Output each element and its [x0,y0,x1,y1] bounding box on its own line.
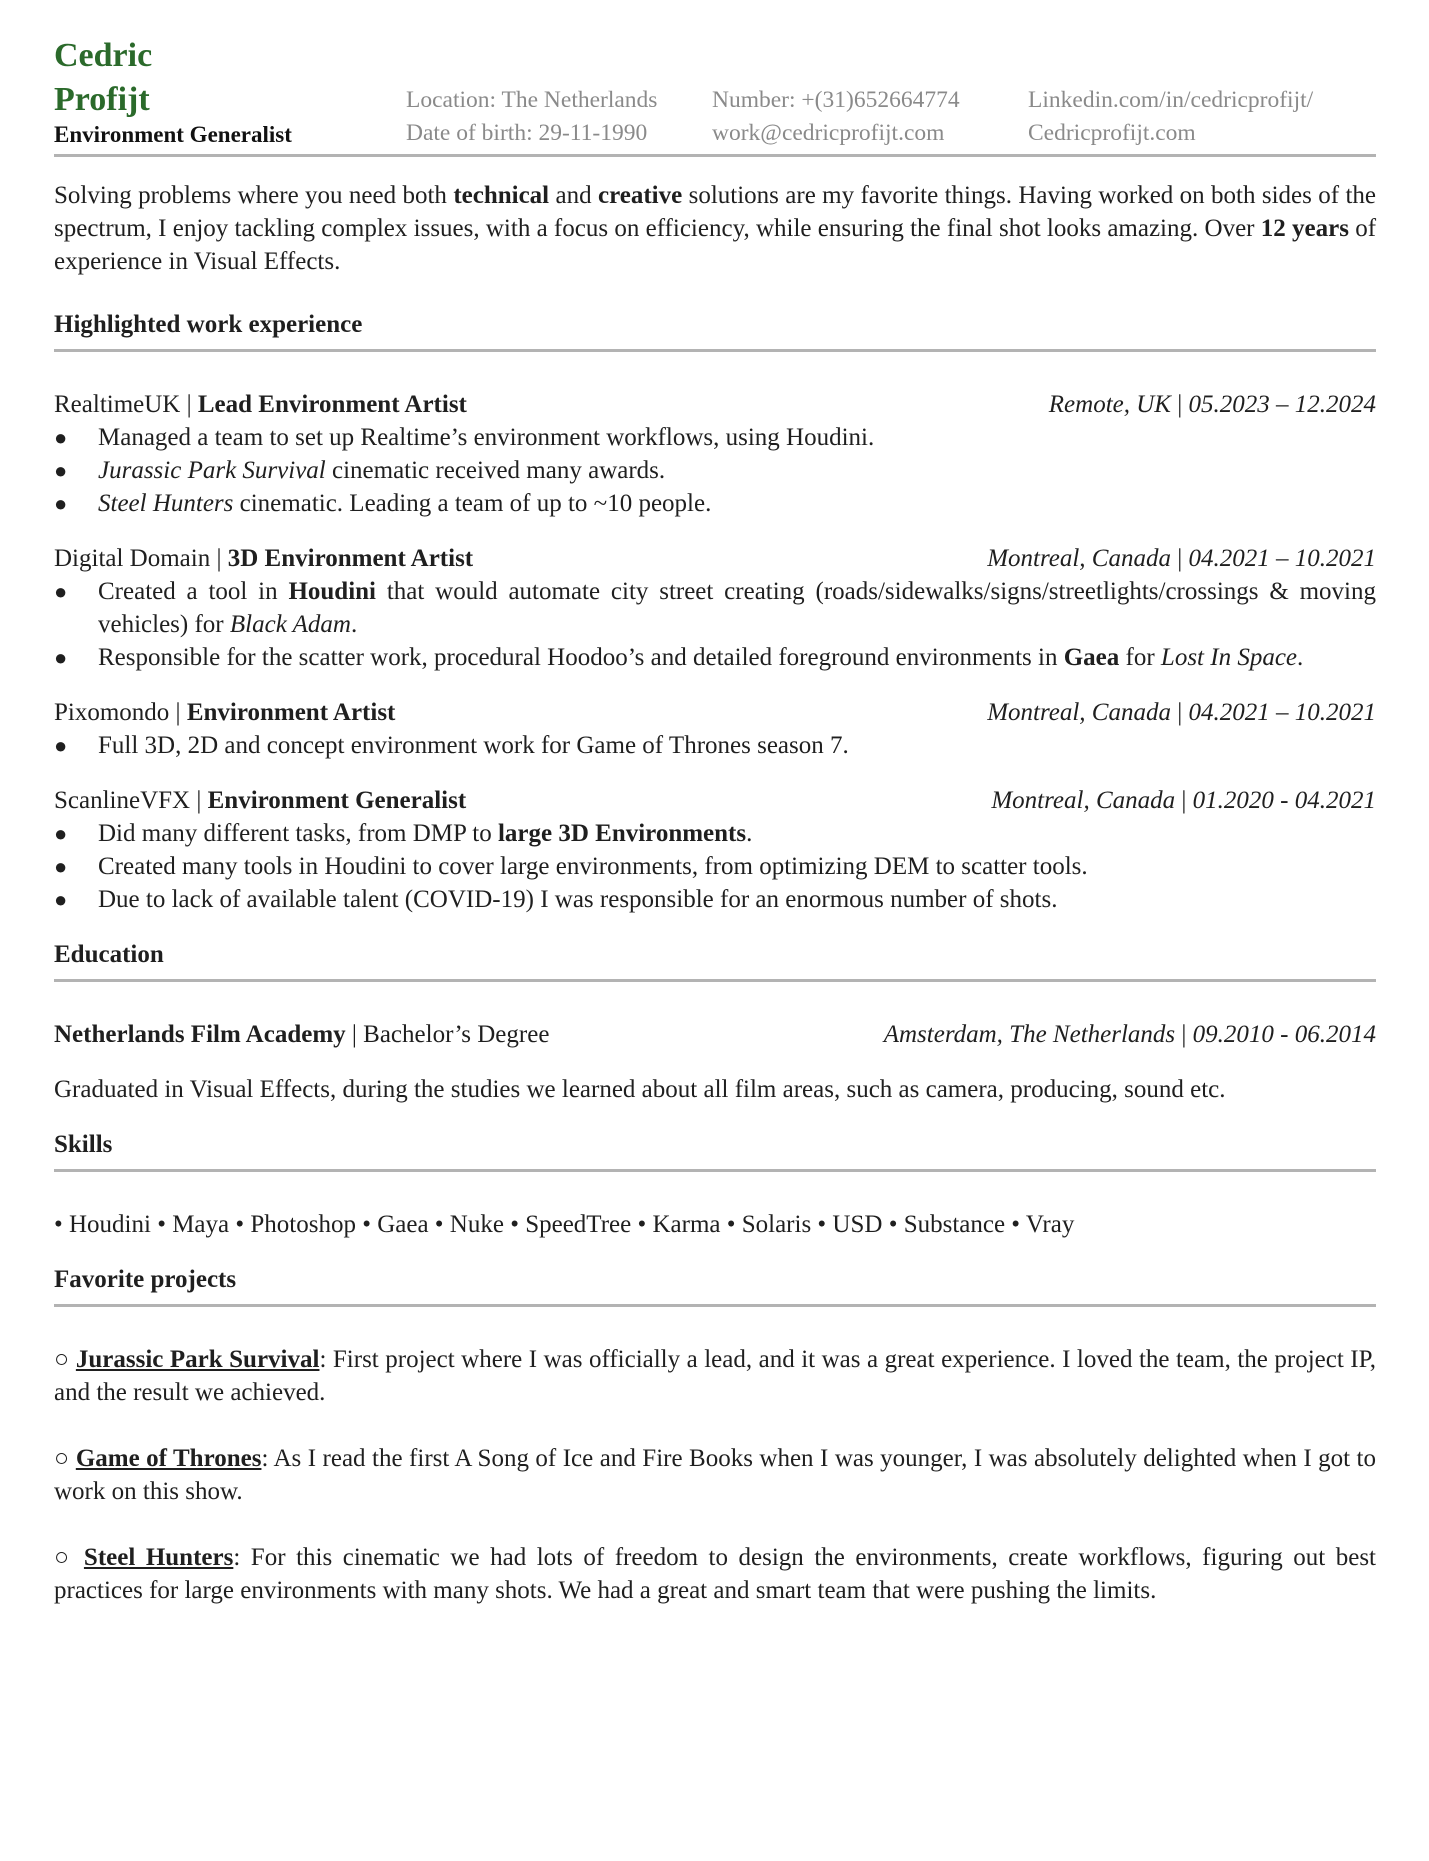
project-name: Jurassic Park Survival [75,1346,320,1373]
projects-heading: Favorite projects [54,1263,1376,1307]
list-item: ● Managed a team to set up Realtime’s environment workflows, using Houdini. [54,421,1376,454]
job-header: RealtimeUK | Lead Environment Artist Remote, UK | 05.2023 – 12.2024 [54,391,1376,418]
job-dates: 04.2021 – 10.2021 [1188,699,1376,726]
email-link[interactable]: work@cedricprofijt.com [712,120,945,146]
job-bullets [54,575,1376,674]
job-dates: 04.2021 – 10.2021 [1188,545,1376,572]
education-dates: 09.2010 - 06.2014 [1192,1021,1376,1048]
job-entry [54,388,1376,520]
list-item: ● Responsible for the scatter work, procedural Hoodoo’s and detailed foreground environments in Gaea for Lost In Space. [54,641,1376,674]
experience-heading: Highlighted work experience [54,308,1376,352]
summary-paragraph: Solving problems where you need both technical and creative solutions are my favorite things. Having worked on both sides of the spectrum, I enjoy tackling complex issues, with a focus on efficiency, while ensuring the final shot looks amazing. Over 12 years of experience in Visual Effects. [54,182,1377,275]
company-name: Pixomondo [54,699,170,726]
skills-list: • Houdini • Maya • Photoshop • Gaea • Nuke • SpeedTree • Karma • Solaris • USD • Substance • Vray [54,1211,1075,1238]
job-bullets [54,817,1376,916]
job-bullets [54,421,1376,520]
candidate-name [54,34,152,122]
education-heading: Education [54,938,1376,982]
education-entry: Netherlands Film Academy | Bachelor’s Degree Amsterdam, The Netherlands | 09.2010 - 06.2014 [54,1021,1376,1048]
job-entry [54,542,1376,674]
list-item: ● Created many tools in Houdini to cover large environments, from optimizing DEM to scatter tools. [54,850,1376,883]
job-role: Environment Artist [186,699,396,726]
job-role: Lead Environment Artist [197,391,467,418]
list-item: ● Steel Hunters cinematic. Leading a team of up to ~10 people. [54,487,1376,520]
list-item: ● Due to lack of available talent (COVID-19) I was responsible for an enormous number of shots. [54,883,1376,916]
contact-column-phone-email [712,84,960,150]
resume-header [54,34,1376,154]
list-item: ● Created a tool in Houdini that would automate city street creating (roads/sidewalks/signs/streetlights/crossings & moving vehicles) for Black Adam. [54,575,1376,641]
job-role: Environment Generalist [207,787,467,814]
list-item: ● Jurassic Park Survival cinematic received many awards. [54,454,1376,487]
degree: Bachelor’s Degree [363,1021,550,1048]
resume-page [54,34,1376,1607]
company-name: ScanlineVFX [54,787,191,814]
job-header: Pixomondo | Environment Artist Montreal, Canada | 04.2021 – 10.2021 [54,699,1376,726]
project-item: ○ Steel Hunters: For this cinematic we had lots of freedom to design the environments, create workflows, figuring out best practices for large environments with many shots. We had a great and smart team that were pushing the limits. [54,1544,1376,1604]
job-location: Montreal, Canada [991,787,1176,814]
location-text: Location: The Netherlands [406,87,658,113]
header-divider [54,154,1376,157]
job-header: ScanlineVFX | Environment Generalist Montreal, Canada | 01.2020 - 04.2021 [54,787,1376,814]
contact-column-web [1028,84,1313,150]
skills-heading: Skills [54,1128,1376,1172]
project-item: ○ Jurassic Park Survival: First project where I was officially a lead, and it was a great experience. I loved the team, the project IP, and the result we achieved. [54,1346,1376,1406]
dob-text: Date of birth: 29-11-1990 [406,120,648,146]
project-item: ○ Game of Thrones: As I read the first A Song of Ice and Fire Books when I was younger, I was absolutely delighted when I got to work on this show. [54,1445,1376,1505]
linkedin-link[interactable]: Linkedin.com/in/cedricprofijt/ [1028,87,1314,113]
company-name: Digital Domain [54,545,211,572]
phone-text: Number: +(31)652664774 [712,87,960,113]
job-bullets [54,729,1376,762]
website-link[interactable]: Cedricprofijt.com [1028,120,1196,146]
job-dates: 05.2023 – 12.2024 [1188,391,1376,418]
school-name: Netherlands Film Academy [54,1021,346,1048]
job-header: Digital Domain | 3D Environment Artist Montreal, Canada | 04.2021 – 10.2021 [54,545,1376,572]
job-location: Montreal, Canada [987,545,1171,572]
company-name: RealtimeUK [54,391,181,418]
list-item: ● Did many different tasks, from DMP to large 3D Environments. [54,817,1376,850]
job-dates: 01.2020 - 04.2021 [1192,787,1376,814]
job-role: 3D Environment Artist [227,545,474,572]
contact-column-personal [406,84,657,150]
job-title: Environment Generalist [54,122,292,147]
first-name: Cedric [54,37,153,74]
job-location: Remote, UK [1048,391,1171,418]
list-item: ● Full 3D, 2D and concept environment work for Game of Thrones season 7. [54,729,1376,762]
last-name: Profijt [54,81,150,118]
project-name: Game of Thrones [75,1445,262,1472]
project-name: Steel Hunters [83,1544,234,1571]
education-description: Graduated in Visual Effects, during the studies we learned about all film areas, such as camera, producing, sound etc. [54,1076,1226,1103]
job-entry [54,696,1376,762]
job-location: Montreal, Canada [987,699,1171,726]
education-location: Amsterdam, The Netherlands [883,1021,1176,1048]
job-entry [54,784,1376,916]
